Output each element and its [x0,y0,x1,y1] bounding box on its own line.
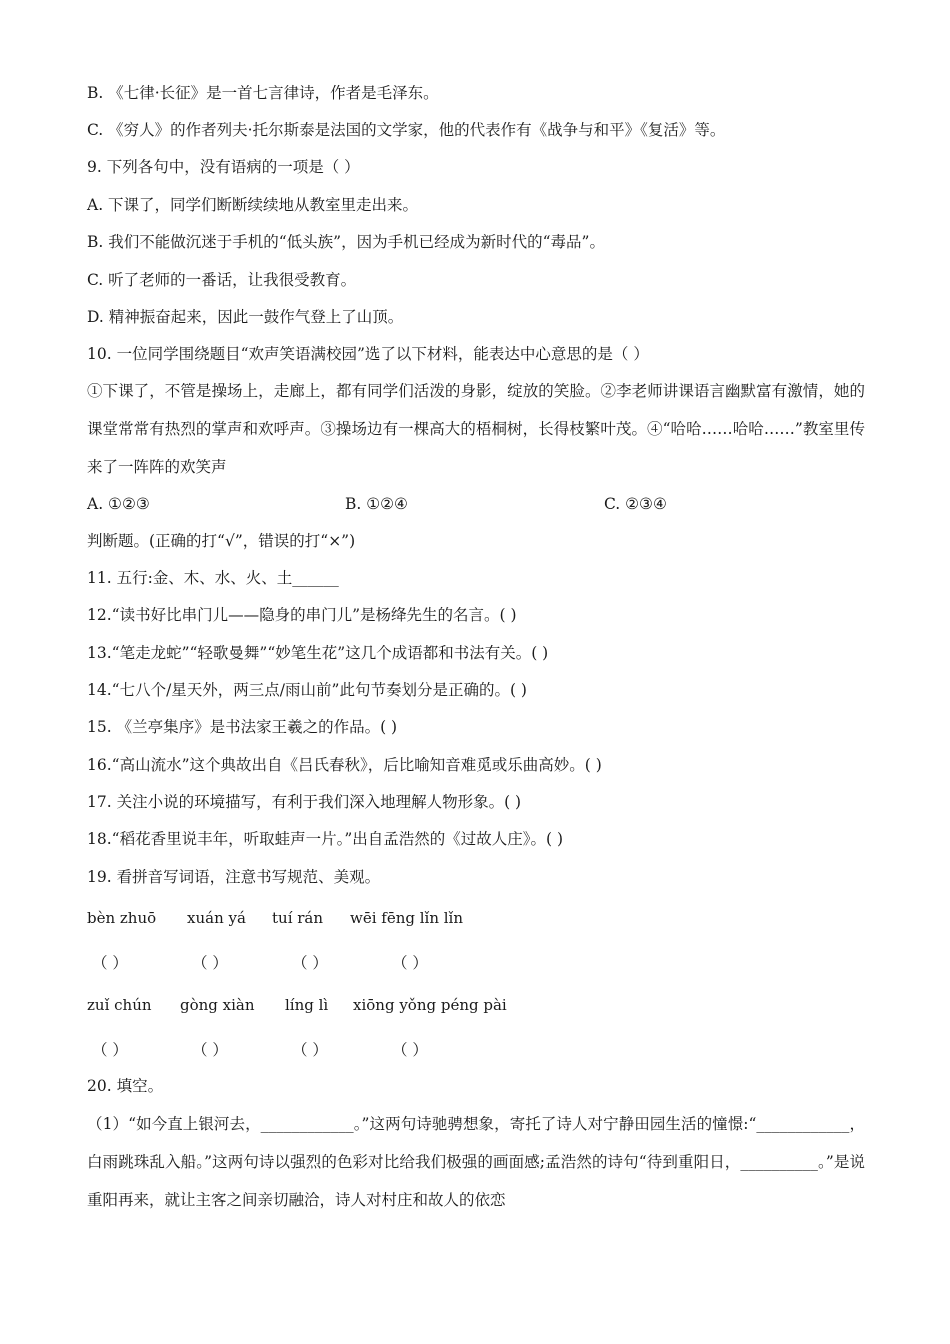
question-10-option-a: A. ①②③ [87,495,150,513]
pinyin-item: xiōng yǒng péng pài [353,996,507,1014]
pinyin-item: bèn zhuō [87,909,157,927]
question-16: 16.“高山流水”这个典故出自《吕氏春秋》，后比喻知音难觅或乐曲高妙。( ) [87,756,602,774]
answer-blank[interactable]: （ ） [292,954,328,972]
answer-blank[interactable]: （ ） [192,1041,228,1059]
answer-blank[interactable]: （ ） [92,1041,128,1059]
option-b-qilv: B. 《七律·长征》是一首七言律诗，作者是毛泽东。 [87,84,439,102]
question-15: 15. 《兰亭集序》是书法家王羲之的作品。( ) [87,718,398,736]
question-20: 20. 填空。 [87,1077,164,1095]
question-10-option-b: B. ①②④ [345,495,408,513]
question-9-option-b: B. 我们不能做沉迷于手机的“低头族”，因为手机已经成为新时代的“毒品”。 [87,233,605,251]
pinyin-item: xuán yá [187,909,246,927]
question-13: 13.“笔走龙蛇”“轻歌曼舞”“妙笔生花”这几个成语都和书法有关。( ) [87,644,549,662]
pinyin-item: gòng xiàn [180,996,255,1014]
question-19: 19. 看拼音写词语，注意书写规范、美观。 [87,868,381,886]
question-12: 12.“读书好比串门儿——隐身的串门儿”是杨绛先生的名言。( ) [87,606,517,624]
answer-blank[interactable]: （ ） [292,1041,328,1059]
pinyin-item: zuǐ chún [87,996,152,1014]
answer-blank[interactable]: （ ） [192,954,228,972]
pinyin-item: líng lì [285,996,329,1014]
question-9-option-a: A. 下课了，同学们断断续续地从教室里走出来。 [87,196,419,214]
answer-blank[interactable]: （ ） [392,1041,428,1059]
question-9: 9. 下列各句中，没有语病的一项是（ ） [87,158,360,176]
pinyin-item: tuí rán [272,909,324,927]
question-10-option-c: C. ②③④ [604,495,667,513]
answer-blank[interactable]: （ ） [92,954,128,972]
question-17: 17. 关注小说的环境描写，有利于我们深入地理解人物形象。( ) [87,793,522,811]
judge-section-header: 判断题。(正确的打“√”，错误的打“×”) [87,532,356,550]
question-11: 11. 五行:金、木、水、火、土______ [87,569,339,587]
question-9-option-d: D. 精神振奋起来，因此一鼓作气登上了山顶。 [87,308,404,326]
question-10-material: ①下课了，不管是操场上，走廊上，都有同学们活泼的身影，绽放的笑脸。②李老师讲课语言幽默富有激情，她的课堂常常有热烈的掌声和欢呼声。③操场边有一棵高大的梧桐树，长得枝繁叶茂。④“哈哈……哈哈……”教室里传来了一阵阵的欢笑声 [87,382,865,476]
question-18: 18.“稻花香里说丰年，听取蛙声一片。”出自孟浩然的《过故人庄》。( ) [87,830,564,848]
option-c-qiongren: C. 《穷人》的作者列夫·托尔斯泰是法国的文学家，他的代表作有《战争与和平》《复活》等。 [87,121,726,139]
pinyin-item: wēi fēng lǐn lǐn [350,909,464,927]
answer-blank[interactable]: （ ） [392,954,428,972]
question-14: 14.“七八个/星天外，两三点/雨山前”此句节奏划分是正确的。( ) [87,681,527,699]
question-20-part-1: （1）“如今直上银河去，____________。”这两句诗驰骋想象，寄托了诗人对宁静田园生活的憧憬:“____________，白雨跳珠乱入船。”这两句诗以强烈的色彩对比给我们极强的画面感;孟浩然的诗句“待到重阳日，__________。”是说重阳再来，就让主客之间亲切融洽，诗人对村庄和故人的依恋 [87,1115,865,1209]
question-10: 10. 一位同学围绕题目“欢声笑语满校园”选了以下材料，能表达中心意思的是（ ） [87,345,649,363]
question-9-option-c: C. 听了老师的一番话，让我很受教育。 [87,271,357,289]
